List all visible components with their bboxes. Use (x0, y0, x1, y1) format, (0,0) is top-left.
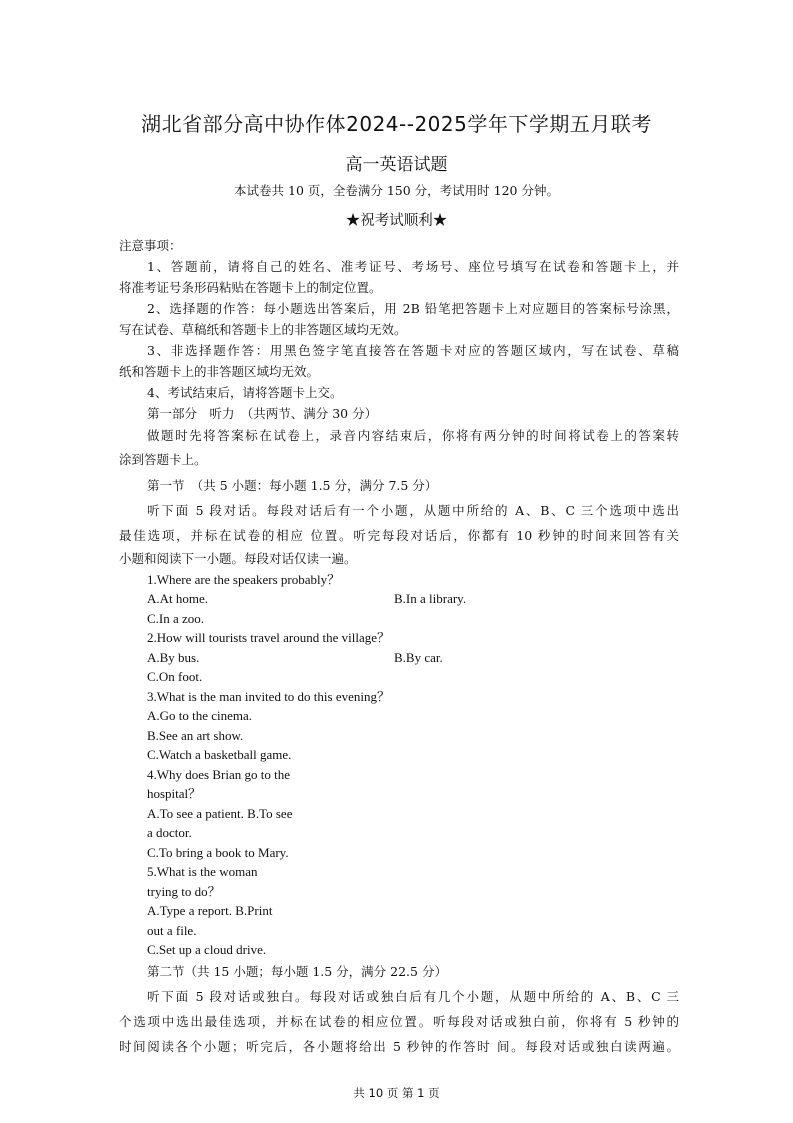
question-3-option-a: A.Go to the cinema. (147, 708, 253, 723)
part1-intro-line-1: 做题时先将答案标在试卷上，录音内容结束后，你将有两分钟的时间将试卷上的答案转 (147, 427, 679, 443)
good-luck-line: ★祝考试顺利★ (345, 213, 448, 229)
question-2-option-c: C.On foot. (147, 669, 203, 684)
question-4-line-1: 4.Why does Brian go to the (147, 766, 290, 782)
question-3: 3.What is the man invited to do this evening？ (147, 688, 390, 704)
exam-body (119, 236, 679, 1059)
question-2-options-ab (119, 648, 679, 668)
notes-heading: 注意事项： (119, 238, 182, 253)
question-2-option-a: A.By bus. (147, 649, 200, 665)
note-4: 4、考试结束后，请将答题卡上交。 (147, 384, 343, 400)
question-4-line-4: a doctor. (147, 825, 192, 840)
section2-intro-line-3: 时间阅读各个小题；听完后，各小题将给出 5 秒钟的作答时 间。每段对话或独白读两遍。 (119, 1038, 679, 1054)
note-2-line-2: 写在试卷、草稿纸和答题卡上的非答题区域均无效。 (119, 321, 407, 337)
section2-intro-line-2: 个选项中选出最佳选项，并标在试卷的相应位置。听每段对话或独白前，你将有 5 秒钟的 (119, 1013, 679, 1029)
section1-intro-line-3: 小题和阅读下一小题。每段对话仅读一遍。 (119, 550, 357, 566)
question-5-line-2: trying to do？ (147, 883, 221, 899)
question-5-line-3: A.Type a report. B.Print (147, 903, 273, 918)
question-1-options-ab (119, 589, 679, 609)
question-5-line-4: out a file. (147, 922, 197, 938)
note-3-line-2: 纸和答题卡上的非答题区域均无效。 (119, 363, 320, 379)
exam-title: 湖北省部分高中协作体2024--2025学年下学期五月联考 (141, 112, 652, 136)
section2-heading: 第二节（共 15 小题；每小题 1.5 分，满分 22.5 分） (147, 963, 447, 979)
question-5-line-5: C.Set up a cloud drive. (147, 942, 267, 957)
section1-intro-line-2: 最佳选项，并标在试卷的相应 位置。听完每段对话后，你都有 10 秒钟的时间来回答有关 (119, 527, 679, 543)
question-4-line-5: C.To bring a book to Mary. (147, 844, 289, 860)
section1-intro-line-1: 听下面 5 段对话。每段对话后有一个小题，从题中所给的 A、B、C 三个选项中选出 (147, 502, 679, 518)
section2-intro-line-1: 听下面 5 段对话或独白。每段对话或独白后有几个小题，从题中所给的 A、B、C 三 (147, 988, 679, 1004)
question-1-option-a: A.At home. (147, 591, 209, 606)
note-1-line-1: 1、答题前，请将自己的姓名、准考证号、考场号、座位号填写在试卷和答题卡上，并 (147, 258, 679, 274)
section1-heading: 第一节 （共 5 小题：每小题 1.5 分，满分 7.5 分） (147, 477, 438, 493)
question-1-option-b: B.In a library. (394, 591, 467, 606)
question-1-option-c: C.In a zoo. (147, 610, 205, 626)
question-1: 1.Where are the speakers probably？ (147, 571, 341, 587)
note-3-line-1: 3、非选择题作答：用黑色签字笔直接答在答题卡对应的答题区域内，写在试卷、草稿 (147, 342, 679, 358)
exam-info: 本试卷共 10 页，全卷满分 150 分，考试用时 120 分钟。 (234, 183, 559, 198)
question-4-line-2: hospital？ (147, 786, 202, 801)
note-1-line-2: 将准考证号条形码粘贴在答题卡上的制定位置。 (119, 279, 382, 295)
page-footer: 共 10 页 第 1 页 (353, 1086, 440, 1100)
question-5-line-1: 5.What is the woman (147, 864, 258, 879)
question-2-option-b: B.By car. (394, 649, 443, 665)
question-2: 2.How will tourists travel around the village？ (147, 630, 390, 645)
note-2-line-1: 2、选择题的作答：每小题选出答案后，用 2B 铅笔把答题卡上对应题目的答案标号涂黑， (147, 300, 679, 316)
exam-subtitle: 高一英语试题 (345, 155, 448, 175)
question-3-option-b: B.See an art show. (147, 727, 244, 743)
part1-intro-line-2: 涂到答题卡上。 (119, 451, 207, 467)
question-4-line-3: A.To see a patient. B.To see (147, 805, 293, 821)
part1-heading: 第一部分 听力 （共两节、满分 30 分） (147, 405, 378, 421)
question-3-option-c: C.Watch a basketball game. (147, 747, 292, 762)
